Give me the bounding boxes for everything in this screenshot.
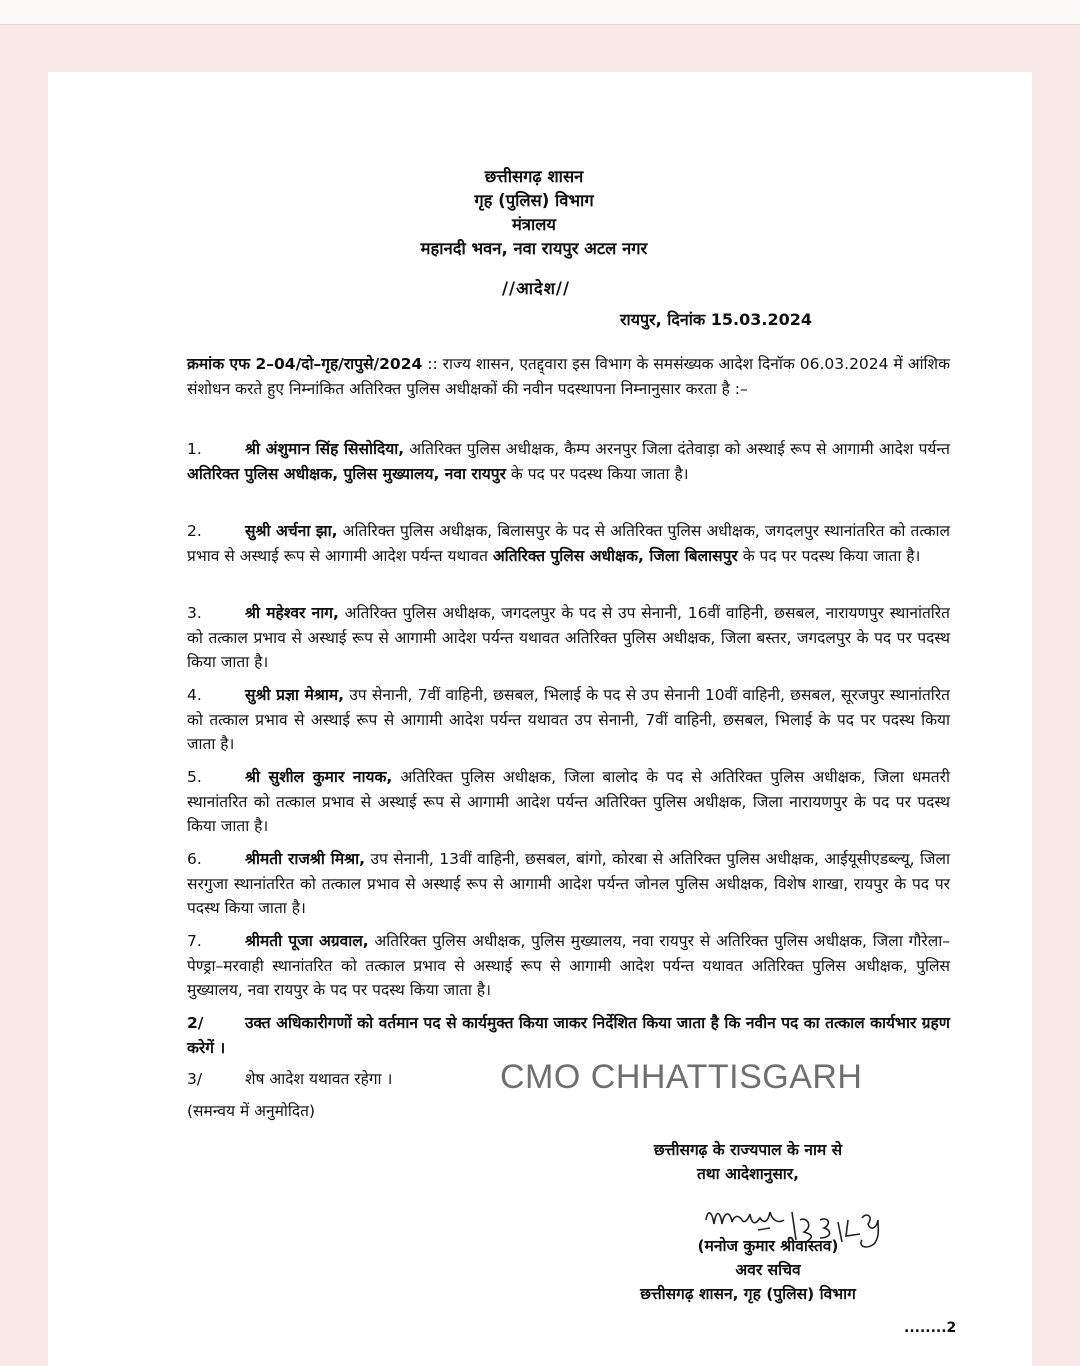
list-item	[187, 765, 950, 839]
header-government: छत्तीसगढ़ शासन	[484, 167, 584, 186]
top-bar	[0, 0, 1080, 25]
item-number: 7.	[187, 932, 202, 950]
signatory-designation: अवर सचिव	[735, 1261, 801, 1279]
header-department: गृह (पुलिस) विभाग	[474, 191, 594, 210]
reference-number: क्रमांक एफ 2–04/दो–गृह/रापुसे/2024	[187, 355, 423, 373]
signature-authority-line2: तथा आदेशानुसार,	[696, 1165, 800, 1183]
signature-authority-line1: छत्तीसगढ़ के राज्यपाल के नाम से	[653, 1141, 843, 1159]
item-number: 3.	[187, 604, 202, 622]
para-number: 3/	[187, 1070, 203, 1088]
item-text: उप सेनानी, 7वीं वाहिनी, छसबल, भिलाई के पद से उप सेनानी 10वीं वाहिनी, छसबल, सूरजपुर स्थानांतरित को तत्काल प्रभाव से अस्थाई रूप से आगामी आदेश पर्यन्त यथावत उप सेनानी, 7वीं वाहिनी, छसबल, भिलाई के पद पर पदस्थ किया जाता है।	[187, 686, 951, 753]
list-item	[187, 601, 950, 675]
item-posting: अतिरिक्त पुलिस अधीक्षक, जिला बिलासपुर	[492, 546, 738, 565]
watermark: CMO CHHATTISGARH	[500, 1058, 863, 1096]
dateline: रायपुर, दिनांक 15.03.2024	[620, 310, 812, 329]
para-number: 2/	[187, 1014, 204, 1032]
remaining-text: शेष आदेश यथावत रहेगा ।	[245, 1070, 393, 1088]
item-text: अतिरिक्त पुलिस अधीक्षक, कैम्प अरनपुर जिला दंतेवाड़ा को अस्थाई रूप से आगामी आदेश पर्यन्त	[404, 440, 951, 458]
item-text-end: के पद पर पदस्थ किया जाता है।	[505, 464, 689, 483]
relieve-instruction	[187, 1011, 950, 1060]
list-item	[187, 683, 950, 757]
header-address: महानदी भवन, नवा रायपुर अटल नगर	[420, 239, 648, 258]
item-number: 5.	[187, 768, 202, 786]
intro-paragraph	[187, 352, 950, 401]
officer-name: श्री महेश्वर नाग,	[245, 604, 339, 622]
item-text: अतिरिक्त पुलिस अधीक्षक, बिलासपुर के पद से अतिरिक्त पुलिस अधीक्षक, जगदलपुर स्थानांतरित को तत्काल प्रभाव से अस्थाई रूप से आगामी आदेश पर्यन्त यथावत	[187, 522, 950, 565]
item-number: 2.	[187, 522, 202, 540]
item-text: अतिरिक्त पुलिस अधीक्षक, जगदलपुर के पद से उप सेनानी, 16वीं वाहिनी, छसबल, नारायणपुर स्थानांतरित को तत्काल प्रभाव से अस्थाई रूप से आगामी आदेश पर्यन्त यथावत अतिरिक्त पुलिस अधीक्षक, जिला बस्तर, जगदलपुर के पद पर पदस्थ किया जाता है।	[187, 604, 950, 671]
document-page	[48, 72, 1032, 1366]
item-text: अतिरिक्त पुलिस अधीक्षक, पुलिस मुख्यालय, नवा रायपुर से अतिरिक्त पुलिस अधीक्षक, जिला गौरेला–पेण्ड्रा–मरवाही स्थानांतरित को तत्काल प्रभाव से अस्थाई रूप से आगामी आदेश पर्यन्त यथावत अतिरिक्त पुलिस अधीक्षक, पुलिस मुख्यालय, नवा रायपुर के पद पर पदस्थ किया जाता है।	[187, 932, 950, 999]
intro-text: :: राज्य शासन, एतद्द्वारा इस विभाग के समसंख्यक आदेश दिनॉक 06.03.2024 में आंशिक संशोधन करते हुए निम्नांकित अतिरिक्त पुलिस अधीक्षकों की नवीन पदस्थापना निम्नानुसार करता है :–	[187, 355, 950, 398]
officer-name: श्री सुशील कुमार नायक,	[245, 768, 393, 786]
item-text: उप सेनानी, 13वीं वाहिनी, छसबल, बांगो, कोरबा से अतिरिक्त पुलिस अधीक्षक, आईयूसीएडब्ल्यू, जिला सरगुजा स्थानांतरित को तत्काल प्रभाव से अस्थाई रूप से आगामी आदेश पर्यन्त जोनल पुलिस अधीक्षक, विशेष शाखा, रायपुर के पद पर पदस्थ किया जाता है।	[187, 850, 951, 917]
officer-name: श्रीमती पूजा अग्रवाल,	[245, 932, 369, 950]
item-number: 6.	[187, 850, 202, 868]
signatory-department: छत्तीसगढ़ शासन, गृह (पुलिस) विभाग	[640, 1285, 856, 1303]
list-item	[187, 519, 950, 568]
list-item	[187, 929, 950, 1003]
list-item	[187, 437, 950, 486]
item-posting: अतिरिक्त पुलिस अधीक्षक, पुलिस मुख्यालय, नवा रायपुर	[187, 464, 506, 483]
officer-name: श्री अंशुमान सिंह सिसोदिया,	[245, 440, 405, 458]
officer-name: सुश्री अर्चना झा,	[245, 522, 338, 540]
order-title: //आदेश//	[502, 279, 570, 298]
page-number: ........2	[904, 1320, 957, 1336]
item-number: 1.	[187, 440, 202, 458]
list-item	[187, 847, 950, 921]
officer-name: सुश्री प्रज्ञा मेश्राम,	[245, 686, 345, 704]
item-text: अतिरिक्त पुलिस अधीक्षक, जिला बालोद के पद से अतिरिक्त पुलिस अधीक्षक, जिला धमतरी स्थानांतरित को तत्काल प्रभाव से अस्थाई रूप से आगामी आदेश पर्यन्त अतिरिक्त पुलिस अधीक्षक, जिला नारायणपुर के पद पर पदस्थ किया जाता है।	[187, 768, 950, 835]
item-number: 4.	[187, 686, 202, 704]
header-ministry: मंत्रालय	[511, 215, 556, 234]
officer-name: श्रीमती राजश्री मिश्रा,	[245, 850, 365, 868]
signatory-name: (मनोज कुमार श्रीवास्तव)	[697, 1237, 839, 1255]
relieve-text: उक्त अधिकारीगणों को वर्तमान पद से कार्यमुक्त किया जाकर निर्देशित किया जाता है कि नवीन पद का तत्काल कार्यभार ग्रहण करेगें ।	[187, 1014, 950, 1057]
item-text-end: के पद पर पदस्थ किया जाता है।	[737, 546, 921, 565]
approval-note: (समन्वय में अनुमोदित)	[187, 1102, 316, 1120]
